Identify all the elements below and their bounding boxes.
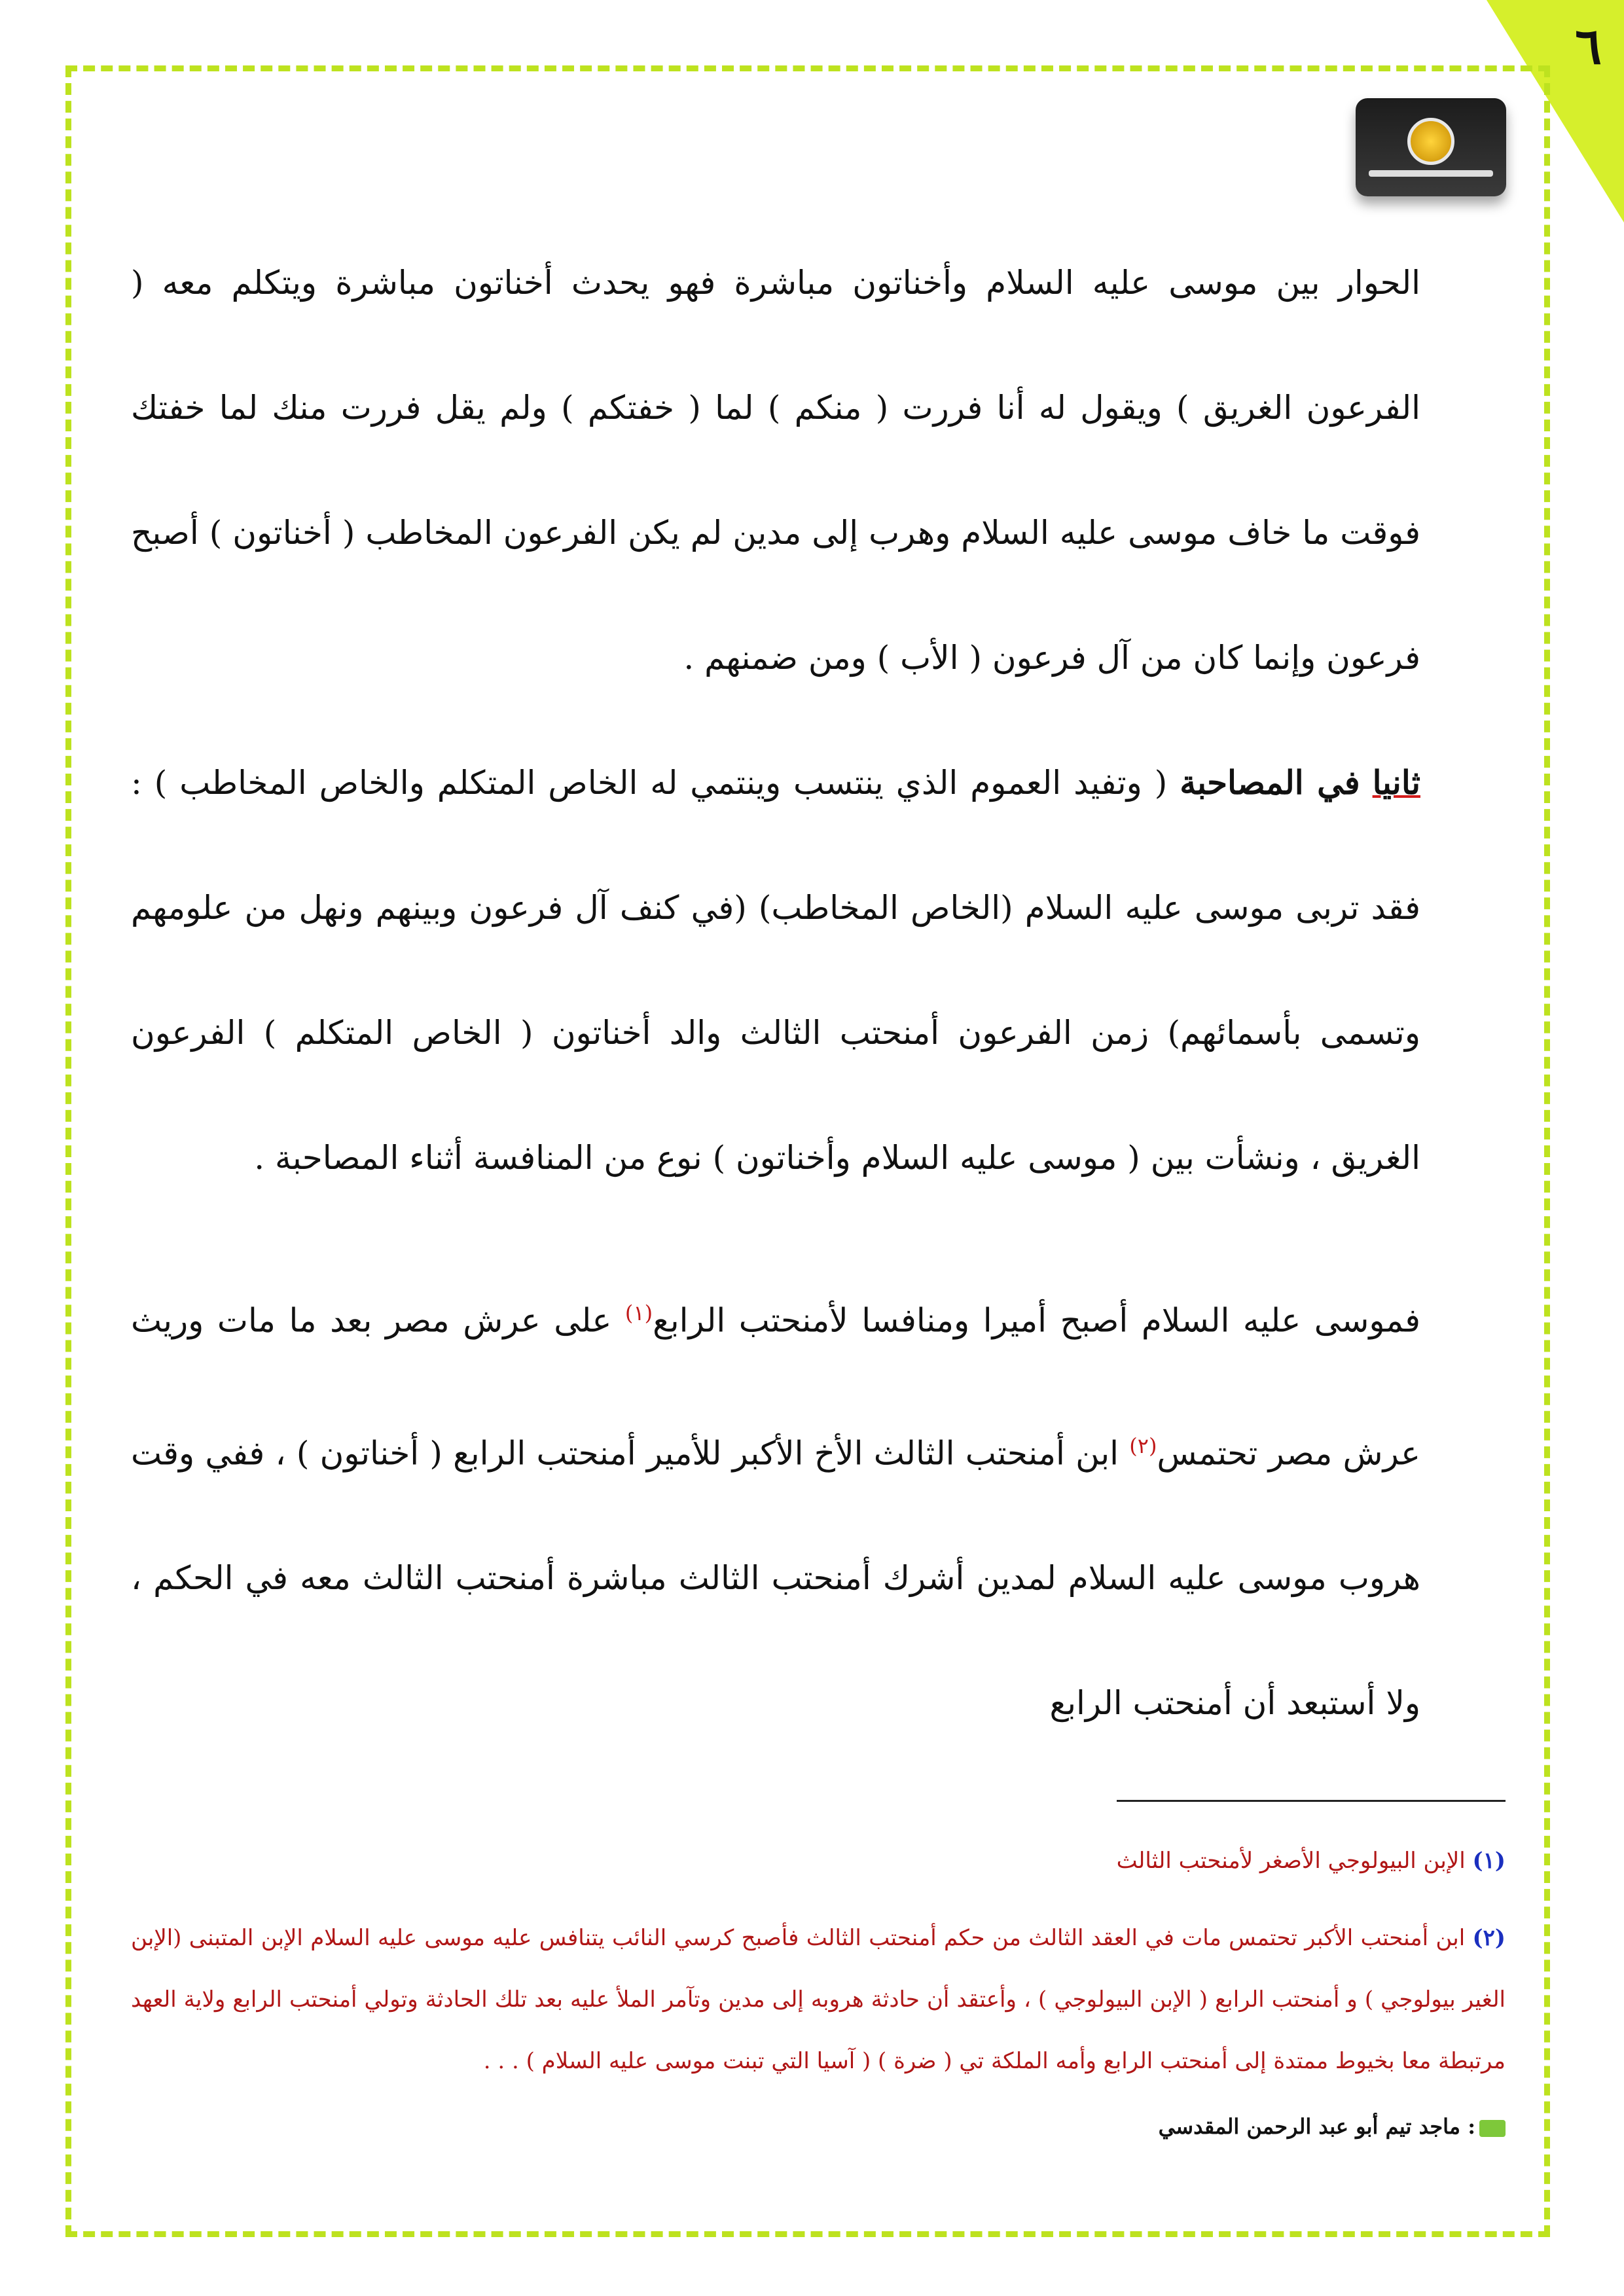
footnote-separator [1117, 1800, 1506, 1802]
paragraph-3-text [131, 1251, 1420, 1766]
pen-icon [1479, 2120, 1506, 2137]
paragraph-2 [131, 720, 1420, 1221]
paragraph-3-part3: ابن أمنحتب الثالث الأخ الأكبر للأمير أمنحتب الرابع ( أخناتون ) ، ففي وقت هروب موسى عليه السلام لمدين أشرك أمنحتب الثالث مباشرة أمنحتب الثالث معه في الحكم ، ولا أستبعد أن أمنحتب الرابع [131, 1434, 1420, 1723]
section-keyword: ثانيا [1372, 763, 1420, 802]
paragraph-3-part2: على عرش مصر بعد ما مات وريث عرش مصر تحتمس [131, 1301, 1420, 1473]
footnote-2 [131, 1907, 1506, 2092]
page-number: ٦ [1575, 17, 1602, 75]
paragraph-1 [131, 221, 1420, 721]
signature-text: : ماجد تيم أبو عبد الرحمن المقدسي [1158, 2114, 1475, 2139]
logo-bar [1369, 170, 1493, 177]
logo-emblem-icon [1356, 98, 1506, 196]
section-heading: في المصاحبة [1180, 763, 1360, 802]
footnote-ref-1[interactable]: (١) [624, 1300, 653, 1325]
footnote-1-text: الإبن البيولوجي الأصغر لأمنحتب الثالث [1116, 1848, 1473, 1874]
signature [1159, 2114, 1506, 2139]
footnote-1 [131, 1830, 1506, 1892]
paragraph-2-text [131, 720, 1420, 1221]
logo-ring [1407, 118, 1454, 165]
footnote-2-text: ابن أمنحتب الأكبر تحتمس مات في العقد الثالث من حكم أمنحتب الثالث فأصبح كرسي النائب يتنافس عليه موسى عليه السلام الإبن المتبنى (الإبن الغير بيولوجي ) و أمنحتب الرابع ( الإبن البيولوجي ) ، وأعتقد أن حادثة هروبه إلى مدين وتآمر الملأ عليه بعد تلك الحادثة وتولي أمنحتب الرابع ولاية العهد مرتبطة معا بخيوط ممتدة إلى أمنحتب الرابع وأمه الملكة تي ( ضرة ) ( آسيا التي تبنت موسى عليه السلام ) . . . [131, 1925, 1506, 2074]
footnote-1-number: (١) [1472, 1848, 1506, 1874]
paragraph-3-part1: فموسى عليه السلام أصبح أميرا ومنافسا لأمنحتب الرابع [653, 1301, 1420, 1340]
paragraph-1-text: الحوار بين موسى عليه السلام وأخناتون مباشرة فهو يحدث أخناتون مباشرة ويتكلم معه ( الفرعون الغريق ) ويقول له أنا فررت ( منكم ) لما ( خفتكم ) ولم يقل فررت منك لما خفتك فوقت ما خاف موسى عليه السلام وهرب إلى مدين لم يكن الفرعون المخاطب ( أخناتون ) أصبح فرعون وإنما كان من آل فرعون ( الأب ) ومن ضمنهم . [131, 264, 1420, 677]
footnote-ref-2[interactable]: (٢) [1129, 1433, 1157, 1458]
paragraph-2-body: ( وتفيد العموم الذي ينتسب وينتمي له الخاص المتكلم والخاص المخاطب ) : فقد تربى موسى عليه السلام (الخاص المخاطب) (في كنف آل فرعون وبينهم ونهل من علومهم وتسمى بأسمائهم) زمن الفرعون أمنحتب الثالث والد أخناتون ( الخاص المتكلم ) الفرعون الغريق ، ونشأت بين ( موسى عليه السلام وأخناتون ) نوع من المنافسة أثناء المصاحبة . [131, 764, 1420, 1177]
paragraph-3 [131, 1251, 1420, 1766]
footnote-2-number: (٢) [1472, 1925, 1506, 1951]
